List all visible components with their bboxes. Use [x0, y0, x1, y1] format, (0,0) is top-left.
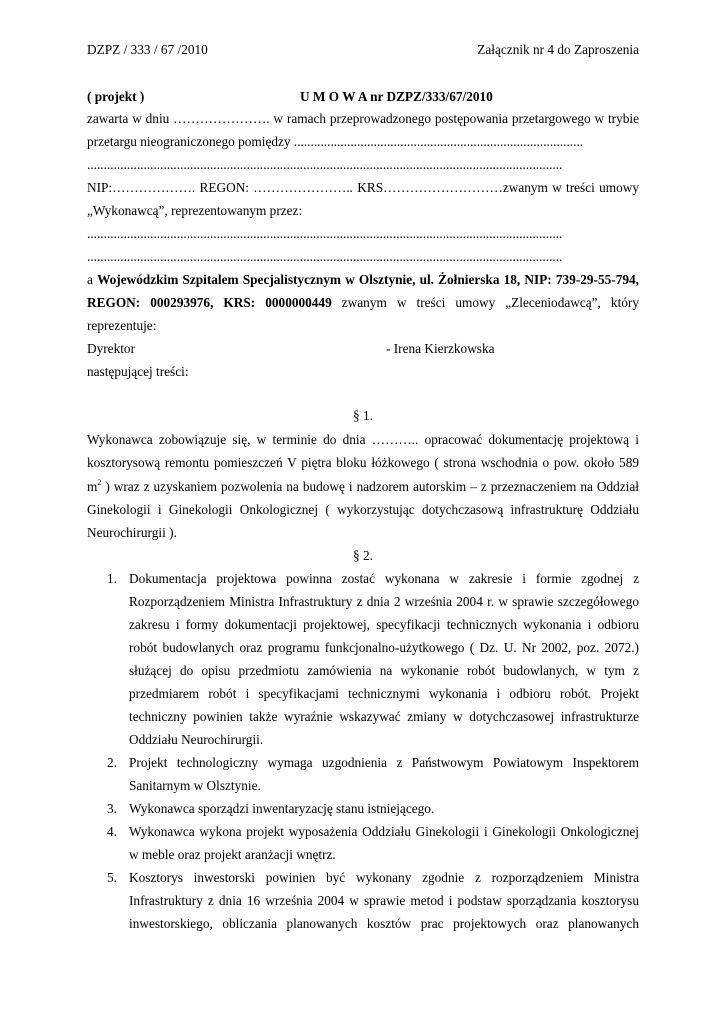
list-item-number: 3. — [107, 801, 117, 816]
hospital-regon: REGON: 000293976, KRS: 0000000449 — [87, 295, 332, 310]
representative-role: Dyrektor — [87, 341, 135, 356]
party-nastepujacej: następującej treści: — [87, 364, 189, 379]
section-1-line-5: Neurochirurgii ). — [87, 525, 177, 540]
list-item-text: Sanitarnym w Olsztynie. — [129, 778, 261, 793]
list-item-text: służącej do opisu przedmiotu zamówienia na wykonanie robót budowlanych, w tym z — [129, 663, 639, 678]
party-prefix: a — [87, 272, 98, 287]
list-item-text: Wykonawca sporządzi inwentaryzację stanu istniejącego. — [129, 801, 435, 816]
list-item-text: techniczny powinien także wyraźnie wskazywać zmiany w dotychczasowej infrastrukturze — [129, 709, 639, 724]
section-1-line-1: Wykonawca zobowiązuje się, w terminie do dnia ……….. opracować dokumentację projektową i — [87, 432, 639, 447]
hospital-name: Wojewódzkim Szpitalem Specjalistycznym w Olsztynie — [97, 272, 413, 287]
list-item-text: zakresu i formy dokumentacji projektowej, specyfikacji technicznych wykonania i odbioru — [129, 617, 639, 632]
section-1-line-4: Ginekologii i Ginekologii Onkologicznej ( wykorzystując dotychczasową infrastrukturę Oddziału — [87, 502, 639, 517]
unit-sup: 2 — [97, 478, 102, 487]
list-item-text: w meble oraz projekt aranżacji wnętrz. — [129, 847, 336, 862]
list-item-text: Kosztorys inwestorski powinien być wykonany zgodnie z rozporządzeniem Ministra — [129, 870, 639, 885]
intro-line-1: zawarta w dniu …………………. w ramach przeprowadzonego postępowania przetargowego w trybie — [87, 111, 639, 126]
section-1-line-3 — [87, 479, 639, 495]
list-item-text: Dokumentacja projektowa powinna zostać wykonana w zakresie i formie zgodnej z — [129, 571, 639, 586]
intro-dots-2: ............................................................................................................................................... — [87, 226, 563, 241]
draft-label: ( projekt ) — [87, 89, 145, 104]
hospital-address: , ul. Żołnierska 18, NIP: 739-29-55-794, — [412, 272, 639, 287]
list-item-text: Infrastruktury z dnia 16 września 2004 w sprawie metod i podstaw sporządzania kosztorysu — [129, 893, 639, 908]
party-reprezentuje: reprezentuje: — [87, 318, 157, 333]
list-item-number: 5. — [107, 870, 117, 885]
list-item-text: przedmiarem robót i specyfikacjami technicznymi wykonania i odbioru robót. Projekt — [129, 686, 639, 701]
intro-line-nip: NIP:………………. REGON: ………………….. KRS………………………zwanym w treści umowy — [87, 180, 639, 195]
intro-dots-1: ............................................................................................................................................... — [87, 157, 563, 172]
list-item-text: Projekt technologiczny wymaga uzgodnienia z Państwowym Powiatowym Inspektorem — [129, 755, 639, 770]
list-item-text: inwestorskiego, obliczania planowanych kosztów prac projektowych oraz planowanych — [129, 916, 639, 931]
document-page — [87, 0, 639, 1024]
section-1-heading: § 1. — [353, 408, 373, 423]
unit-m: m — [87, 479, 98, 494]
party-line-2 — [87, 295, 639, 311]
list-item-text: Wykonawca wykona projekt wyposażenia Oddziału Ginekologii i Ginekologii Onkologicznej — [129, 824, 639, 839]
intro-dots-3: ............................................................................................................................................... — [87, 249, 563, 264]
party-line-2-rest: zwanym w treści umowy „Zleceniodawcą”, który — [331, 295, 639, 310]
section-2-heading: § 2. — [353, 548, 373, 563]
party-line-1 — [87, 272, 639, 288]
intro-line-2: przetargu nieograniczonego pomiędzy ....................................................................................... — [87, 134, 584, 149]
representative-name: - Irena Kierzkowska — [386, 341, 495, 356]
section-1-line-2: kosztorysową remontu pomieszczeń V piętra bloku łóżkowego ( strona wschodnia o pow. około 589 — [87, 455, 639, 470]
list-item-text: robót budowlanych oraz programu funkcjonalno-użytkowego ( Dz. U. Nr 2002, poz. 2072.) — [129, 640, 639, 655]
list-item-text: Rozporządzeniem Ministra Infrastruktury z dnia 2 września 2004 r. w sprawie szczegółowego — [129, 594, 639, 609]
party-representative — [87, 341, 639, 357]
list-item-text: Oddziału Neurochirurgii. — [129, 732, 264, 747]
list-item-number: 4. — [107, 824, 117, 839]
section-1-line-3-rest: ) wraz z uzyskaniem pozwolenia na budowę i nadzorem autorskim – z przeznaczeniem na Oddział — [101, 479, 639, 494]
contract-title: U M O W A nr DZPZ/333/67/2010 — [300, 89, 493, 104]
intro-line-wykonawca: „Wykonawcą”, reprezentowanym przez: — [87, 203, 303, 218]
list-item-number: 2. — [107, 755, 117, 770]
title-line — [87, 89, 639, 105]
header-attachment: Załącznik nr 4 do Zaproszenia — [477, 42, 639, 57]
header-reference: DZPZ / 333 / 67 /2010 — [87, 42, 208, 57]
list-item-number: 1. — [107, 571, 117, 586]
